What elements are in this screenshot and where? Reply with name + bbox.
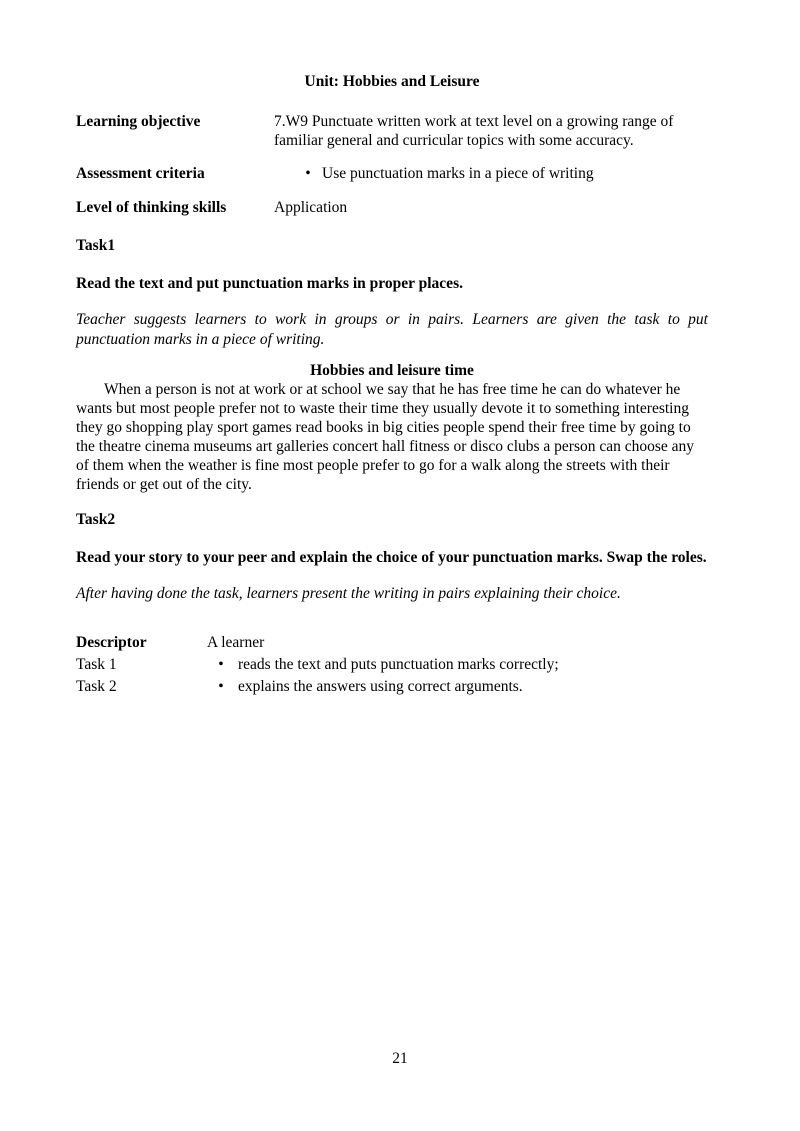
descriptor-item [207, 677, 559, 699]
learning-objective-row [76, 112, 708, 164]
task2-instruction: Read your story to your peer and explain the choice of your punctuation marks. Swap the roles. [76, 548, 707, 566]
descriptor-row [76, 655, 559, 677]
descriptor-text: reads the text and puts punctuation marks correctly; [238, 655, 559, 673]
descriptor-table [76, 633, 559, 699]
task1-instruction: Read the text and put punctuation marks in proper places. [76, 274, 463, 292]
learning-objective-text: 7.W9 Punctuate written work at text level on a growing range of familiar general and curricular topics with some accuracy. [274, 113, 674, 150]
thinking-skills-label: Level of thinking skills [76, 199, 227, 217]
descriptor-task-label: Task 2 [76, 677, 117, 695]
assessment-criteria-label: Assessment criteria [76, 164, 205, 182]
document-page [76, 72, 708, 699]
task1-heading: Task1 [76, 236, 116, 254]
task2-heading: Task2 [76, 511, 116, 529]
descriptor-task-label: Task 1 [76, 655, 117, 673]
story-title: Hobbies and leisure time [310, 362, 474, 379]
teacher-note: Teacher suggests learners to work in groups or in pairs. Learners are given the task to put punctuation marks in a piece of writing. [76, 311, 708, 348]
bullet-icon: • [218, 655, 224, 673]
after-note: After having done the task, learners present the writing in pairs explaining their choice. [76, 585, 621, 603]
descriptor-text: explains the answers using correct arguments. [238, 677, 523, 695]
page-number: 21 [392, 1050, 408, 1067]
learning-objective-label: Learning objective [76, 113, 201, 130]
lesson-meta-table [76, 112, 708, 218]
bullet-icon: • [305, 164, 311, 182]
descriptor-item [207, 655, 559, 677]
thinking-skills-row [76, 198, 708, 217]
assessment-criteria-row [76, 164, 708, 198]
bullet-icon: • [218, 677, 224, 695]
descriptor-intro: A learner [207, 633, 265, 651]
story-text: When a person is not at work or at school we say that he has free time he can do whatever he wants but most people prefer not to waste their time they usually devote it to something interesting they go shopping play sport games read books in big cities people spend their free time by going to the theatre cinema museums art galleries concert hall fitness or disco clubs a person can choose any of them when the weather is fine most people prefer to go for a walk along the streets with their friends or get out of the city. [76, 381, 695, 494]
thinking-skills-text: Application [274, 199, 348, 217]
unit-title: Unit: Hobbies and Leisure [304, 73, 480, 90]
assessment-criteria-cell [274, 164, 708, 198]
assessment-criteria-text: Use punctuation marks in a piece of writing [322, 164, 594, 182]
descriptor-row [76, 677, 559, 699]
descriptor-label: Descriptor [76, 633, 147, 651]
descriptor-header-row [76, 633, 559, 655]
